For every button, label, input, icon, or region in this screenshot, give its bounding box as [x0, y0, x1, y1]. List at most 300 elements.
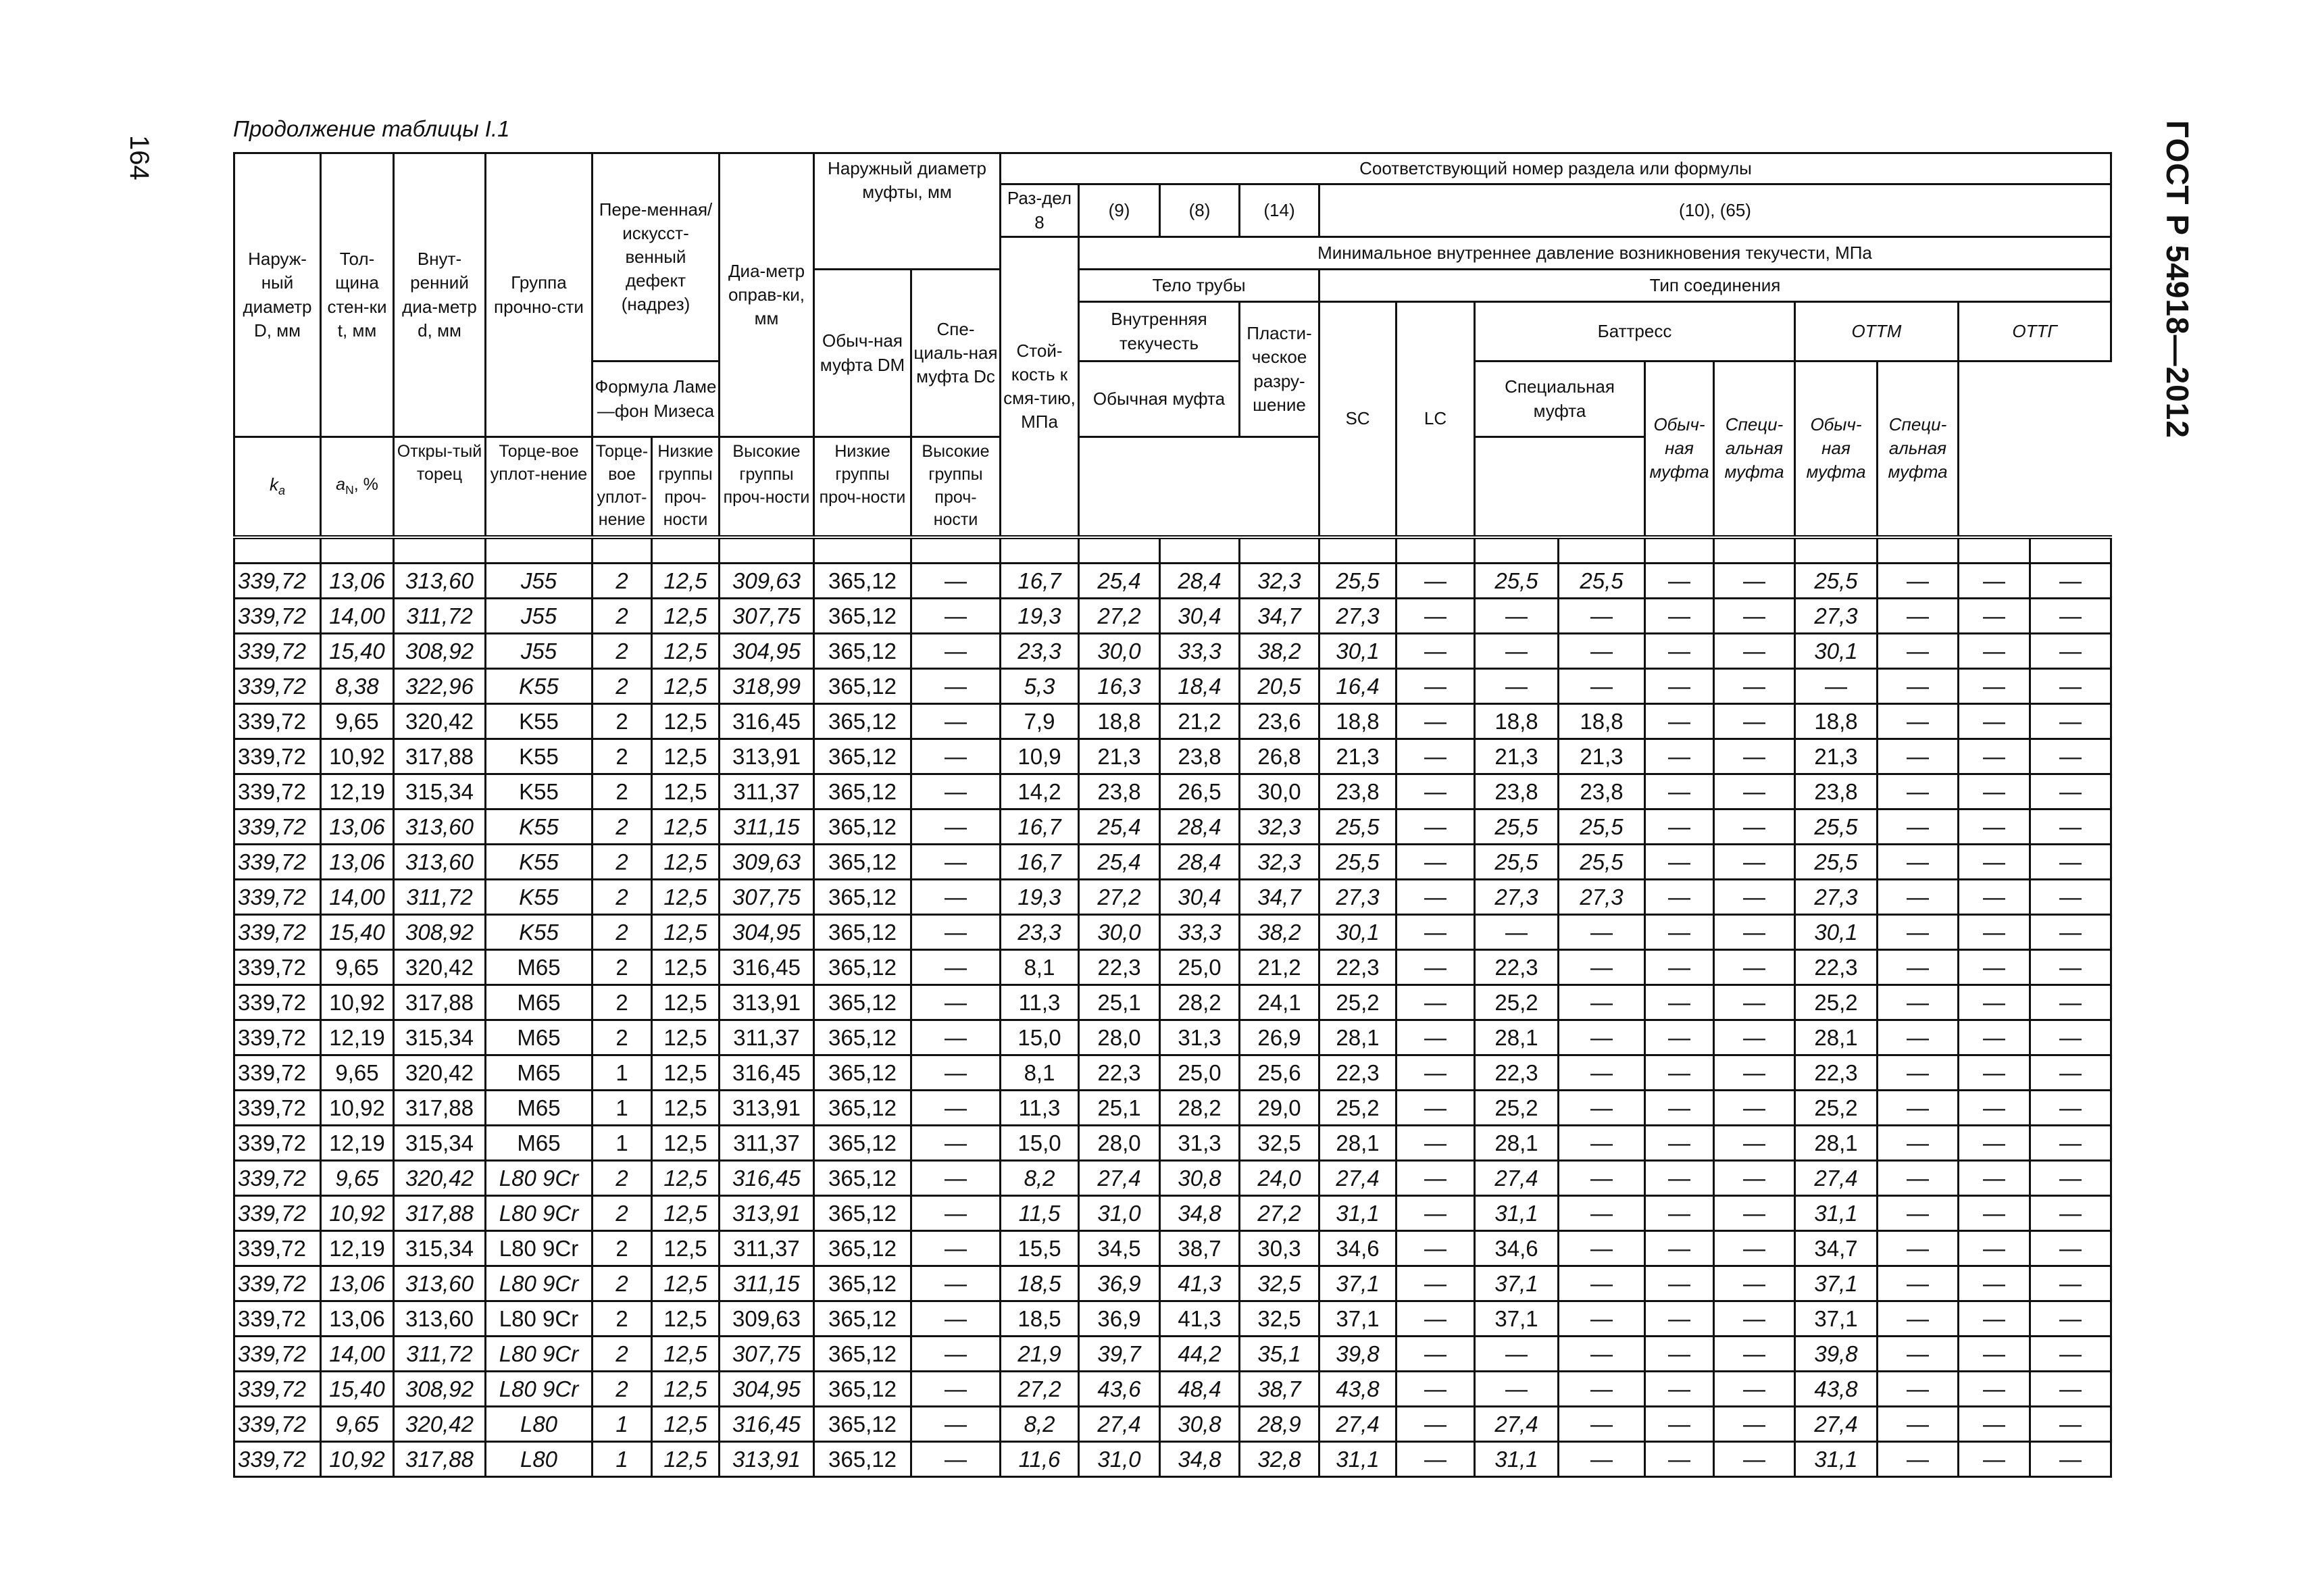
- table-cell: 365,12: [814, 914, 911, 949]
- table-cell: 339,72: [234, 949, 321, 984]
- table-cell: 307,75: [720, 598, 814, 633]
- table-cell: 34,5: [1079, 1230, 1160, 1266]
- table-cell: —: [2030, 1090, 2111, 1125]
- table-cell: 25,5: [1559, 809, 1645, 844]
- table-cell: 27,3: [1795, 598, 1878, 633]
- table-cell: —: [911, 739, 1001, 774]
- table-cell: 317,88: [394, 1090, 486, 1125]
- table-cell: —: [1645, 844, 1714, 879]
- table-cell: 25,6: [1240, 1055, 1319, 1090]
- table-cell: —: [1397, 809, 1475, 844]
- table-row: [234, 1371, 2111, 1406]
- table-cell: 12,5: [652, 1441, 720, 1476]
- table-cell: 25,4: [1079, 809, 1160, 844]
- table-cell: —: [911, 914, 1001, 949]
- table-cell: 30,0: [1079, 633, 1160, 668]
- hdr-defect: Пере-менная/ искусст-венный дефект (надрез): [593, 153, 720, 361]
- spec-table: [233, 152, 2112, 1478]
- table-cell: 12,5: [652, 809, 720, 844]
- table-cell: 21,2: [1240, 949, 1319, 984]
- hdr-sc: SC: [1319, 302, 1397, 537]
- table-cell: 28,1: [1475, 1125, 1559, 1160]
- table-cell: 339,72: [234, 1371, 321, 1406]
- table-cell: 25,1: [1079, 1090, 1160, 1125]
- table-cell: —: [1475, 1371, 1559, 1406]
- table-cell: 12,5: [652, 668, 720, 703]
- table-cell: —: [2030, 1301, 2111, 1336]
- table-cell: 315,34: [394, 774, 486, 809]
- table-cell: —: [911, 1301, 1001, 1336]
- table-cell: 11,3: [1001, 1090, 1079, 1125]
- table-cell: 313,91: [720, 1441, 814, 1476]
- table-cell: —: [2030, 1195, 2111, 1230]
- table-cell: 12,5: [652, 984, 720, 1020]
- table-cell: 18,5: [1001, 1301, 1079, 1336]
- table-cell: 27,4: [1475, 1406, 1559, 1441]
- table-cell: 23,8: [1079, 774, 1160, 809]
- table-cell: 38,2: [1240, 914, 1319, 949]
- table-cell: 307,75: [720, 879, 814, 914]
- table-cell: 10,92: [321, 1195, 394, 1230]
- table-cell: —: [1714, 668, 1795, 703]
- table-cell: 48,4: [1160, 1371, 1240, 1406]
- table-cell: 10,92: [321, 1441, 394, 1476]
- table-cell: 304,95: [720, 1371, 814, 1406]
- table-cell: 30,3: [1240, 1230, 1319, 1266]
- table-cell: 23,8: [1795, 774, 1878, 809]
- table-cell: —: [911, 984, 1001, 1020]
- table-row: [234, 879, 2111, 914]
- table-cell: 34,8: [1160, 1441, 1240, 1476]
- table-cell: 2: [593, 668, 652, 703]
- table-cell: 1: [593, 1125, 652, 1160]
- table-cell: 12,5: [652, 1020, 720, 1055]
- table-cell: 1: [593, 1406, 652, 1441]
- table-cell: —: [1714, 914, 1795, 949]
- table-cell: —: [911, 563, 1001, 598]
- table-cell: 2: [593, 703, 652, 739]
- table-cell: 15,5: [1001, 1230, 1079, 1266]
- table-cell: 18,4: [1160, 668, 1240, 703]
- table-cell: 316,45: [720, 1160, 814, 1195]
- table-cell: 365,12: [814, 1230, 911, 1266]
- table-cell: —: [1645, 1230, 1714, 1266]
- hdr-ottg-special: Специ-альная муфта: [1878, 361, 1959, 537]
- table-cell: 309,63: [720, 563, 814, 598]
- table-cell: 13,06: [321, 1301, 394, 1336]
- table-cell: —: [1714, 598, 1795, 633]
- hdr-end-seal-14: Торце-вое уплот-нение: [593, 437, 652, 537]
- table-cell: —: [1714, 1020, 1795, 1055]
- hdr-plastic-failure: Пласти-ческое разру-шение: [1240, 302, 1319, 437]
- table-cell: 12,5: [652, 914, 720, 949]
- table-cell: 2: [593, 1195, 652, 1230]
- table-cell: 1: [593, 1441, 652, 1476]
- table-cell: —: [1397, 879, 1475, 914]
- table-cell: —: [1397, 1371, 1475, 1406]
- table-cell: 313,91: [720, 984, 814, 1020]
- table-cell: 30,8: [1160, 1160, 1240, 1195]
- table-cell: —: [1559, 984, 1645, 1020]
- table-cell: 365,12: [814, 809, 911, 844]
- table-cell: M65: [486, 1090, 593, 1125]
- document-code: ГОСТ Р 54918—2012: [2160, 120, 2195, 439]
- table-cell: —: [1795, 668, 1878, 703]
- table-row: [234, 1266, 2111, 1301]
- table-cell: M65: [486, 1020, 593, 1055]
- table-cell: 34,7: [1240, 879, 1319, 914]
- table-cell: —: [1878, 1160, 1959, 1195]
- table-cell: 8,1: [1001, 1055, 1079, 1090]
- table-cell: 12,5: [652, 1336, 720, 1371]
- table-cell: 2: [593, 914, 652, 949]
- table-cell: 339,72: [234, 1055, 321, 1090]
- table-cell: —: [1397, 914, 1475, 949]
- table-cell: 339,72: [234, 1020, 321, 1055]
- table-cell: 30,0: [1240, 774, 1319, 809]
- table-cell: 365,12: [814, 949, 911, 984]
- table-cell: —: [1959, 809, 2030, 844]
- table-cell: —: [1645, 1055, 1714, 1090]
- table-cell: —: [1959, 949, 2030, 984]
- table-cell: 20,5: [1240, 668, 1319, 703]
- table-row: [234, 633, 2111, 668]
- table-cell: 339,72: [234, 844, 321, 879]
- table-cell: —: [1959, 1441, 2030, 1476]
- table-cell: —: [1878, 984, 1959, 1020]
- table-cell: K55: [486, 879, 593, 914]
- table-cell: 34,6: [1319, 1230, 1397, 1266]
- table-cell: 13,06: [321, 563, 394, 598]
- table-cell: —: [911, 1125, 1001, 1160]
- table-cell: 26,9: [1240, 1020, 1319, 1055]
- table-cell: 25,5: [1475, 809, 1559, 844]
- table-cell: L80 9Cr: [486, 1230, 593, 1266]
- table-cell: 365,12: [814, 1195, 911, 1230]
- table-cell: 28,1: [1475, 1020, 1559, 1055]
- table-cell: —: [1645, 1266, 1714, 1301]
- table-cell: —: [911, 633, 1001, 668]
- table-cell: 313,91: [720, 1195, 814, 1230]
- table-cell: 339,72: [234, 1266, 321, 1301]
- table-cell: 2: [593, 598, 652, 633]
- table-cell: 11,5: [1001, 1195, 1079, 1230]
- hdr-ottg: ОТТГ: [1959, 302, 2111, 361]
- table-cell: 8,2: [1001, 1160, 1079, 1195]
- table-cell: —: [1645, 739, 1714, 774]
- table-cell: L80 9Cr: [486, 1160, 593, 1195]
- table-cell: 25,5: [1559, 563, 1645, 598]
- table-cell: 9,65: [321, 949, 394, 984]
- table-cell: 12,5: [652, 739, 720, 774]
- table-cell: —: [1559, 1336, 1645, 1371]
- table-cell: 339,72: [234, 1406, 321, 1441]
- table-cell: 15,0: [1001, 1020, 1079, 1055]
- table-cell: 22,3: [1319, 1055, 1397, 1090]
- table-cell: 18,8: [1559, 703, 1645, 739]
- table-cell: 25,1: [1079, 984, 1160, 1020]
- table-cell: 25,5: [1319, 844, 1397, 879]
- table-cell: 12,5: [652, 1266, 720, 1301]
- table-cell: 30,1: [1795, 914, 1878, 949]
- table-cell: 18,8: [1079, 703, 1160, 739]
- table-cell: 22,3: [1475, 1055, 1559, 1090]
- table-cell: —: [2030, 598, 2111, 633]
- table-cell: 30,0: [1079, 914, 1160, 949]
- table-cell: 339,72: [234, 598, 321, 633]
- table-cell: —: [2030, 949, 2111, 984]
- table-cell: 316,45: [720, 703, 814, 739]
- table-cell: —: [1559, 633, 1645, 668]
- table-cell: 339,72: [234, 1336, 321, 1371]
- table-cell: —: [2030, 739, 2111, 774]
- table-cell: —: [911, 1406, 1001, 1441]
- table-cell: 13,06: [321, 844, 394, 879]
- hdr-lc: LC: [1397, 302, 1475, 537]
- table-cell: 28,4: [1160, 563, 1240, 598]
- table-row: [234, 1090, 2111, 1125]
- table-cell: 14,00: [321, 1336, 394, 1371]
- table-cell: 365,12: [814, 1160, 911, 1195]
- table-cell: 27,2: [1079, 598, 1160, 633]
- table-cell: L80: [486, 1406, 593, 1441]
- table-cell: 12,5: [652, 949, 720, 984]
- table-body: [234, 563, 2111, 1476]
- table-cell: 30,4: [1160, 879, 1240, 914]
- table-cell: 12,5: [652, 1090, 720, 1125]
- table-cell: M65: [486, 1055, 593, 1090]
- table-row: [234, 1336, 2111, 1371]
- table-cell: 27,2: [1079, 879, 1160, 914]
- table-cell: —: [1397, 844, 1475, 879]
- hdr-ref10-65: (10), (65): [1319, 184, 2111, 237]
- table-row: [234, 1195, 2111, 1230]
- table-cell: 25,4: [1079, 563, 1160, 598]
- table-cell: —: [1714, 1160, 1795, 1195]
- table-cell: 30,1: [1319, 633, 1397, 668]
- table-cell: K55: [486, 809, 593, 844]
- table-cell: 322,96: [394, 668, 486, 703]
- table-cell: 18,5: [1001, 1266, 1079, 1301]
- table-cell: 365,12: [814, 879, 911, 914]
- table-row: [234, 1125, 2111, 1160]
- page-number: 164: [124, 135, 154, 180]
- table-cell: 339,72: [234, 1125, 321, 1160]
- table-cell: —: [911, 1441, 1001, 1476]
- table-cell: —: [911, 809, 1001, 844]
- table-cell: 28,0: [1079, 1125, 1160, 1160]
- table-cell: 309,63: [720, 844, 814, 879]
- table-cell: 25,5: [1795, 809, 1878, 844]
- table-cell: L80 9Cr: [486, 1371, 593, 1406]
- table-cell: 339,72: [234, 914, 321, 949]
- table-cell: 365,12: [814, 633, 911, 668]
- table-cell: 19,3: [1001, 879, 1079, 914]
- table-cell: —: [911, 1230, 1001, 1266]
- table-cell: —: [1397, 1441, 1475, 1476]
- hdr-an: $a_N$, %: [321, 437, 394, 537]
- table-cell: —: [1645, 809, 1714, 844]
- table-cell: 12,5: [652, 1195, 720, 1230]
- table-cell: —: [1397, 1195, 1475, 1230]
- table-cell: 339,72: [234, 633, 321, 668]
- hdr-buttress: Баттресс: [1475, 302, 1795, 361]
- table-cell: —: [911, 1055, 1001, 1090]
- table-cell: 16,4: [1319, 668, 1397, 703]
- table-cell: 37,1: [1795, 1301, 1878, 1336]
- table-cell: 41,3: [1160, 1266, 1240, 1301]
- hdr-ottm-special: Специ-альная муфта: [1714, 361, 1795, 537]
- table-cell: 12,5: [652, 1230, 720, 1266]
- table-cell: —: [2030, 1020, 2111, 1055]
- table-cell: 365,12: [814, 598, 911, 633]
- table-cell: —: [1878, 1406, 1959, 1441]
- table-cell: 317,88: [394, 984, 486, 1020]
- table-cell: 25,5: [1475, 844, 1559, 879]
- table-cell: 10,92: [321, 984, 394, 1020]
- table-cell: —: [1878, 668, 1959, 703]
- table-cell: 27,3: [1559, 879, 1645, 914]
- table-cell: —: [1645, 633, 1714, 668]
- table-cell: —: [1397, 739, 1475, 774]
- table-cell: —: [1645, 1125, 1714, 1160]
- table-cell: 27,4: [1795, 1160, 1878, 1195]
- table-cell: 315,34: [394, 1020, 486, 1055]
- table-cell: 39,8: [1319, 1336, 1397, 1371]
- hdr-ottm-regular: Обыч-ная муфта: [1645, 361, 1714, 537]
- table-row: [234, 563, 2111, 598]
- table-cell: 37,1: [1475, 1266, 1559, 1301]
- table-cell: 12,5: [652, 1406, 720, 1441]
- table-cell: 12,5: [652, 633, 720, 668]
- table-cell: 9,65: [321, 703, 394, 739]
- table-cell: —: [2030, 984, 2111, 1020]
- table-cell: 34,6: [1475, 1230, 1559, 1266]
- table-cell: L80 9Cr: [486, 1301, 593, 1336]
- table-cell: 41,3: [1160, 1301, 1240, 1336]
- table-cell: —: [1397, 1160, 1475, 1195]
- table-cell: —: [1959, 1266, 2030, 1301]
- table-cell: 21,3: [1475, 739, 1559, 774]
- table-cell: 27,4: [1079, 1160, 1160, 1195]
- table-cell: 33,3: [1160, 633, 1240, 668]
- table-cell: —: [1645, 949, 1714, 984]
- table-cell: L80: [486, 1441, 593, 1476]
- table-cell: —: [1959, 774, 2030, 809]
- table-cell: 25,2: [1475, 984, 1559, 1020]
- table-cell: 27,2: [1240, 1195, 1319, 1230]
- table-cell: —: [1714, 1406, 1795, 1441]
- table-cell: 28,1: [1795, 1125, 1878, 1160]
- table-cell: 34,7: [1240, 598, 1319, 633]
- table-cell: —: [1714, 563, 1795, 598]
- table-cell: —: [1475, 598, 1559, 633]
- table-cell: 15,40: [321, 633, 394, 668]
- table-cell: 12,19: [321, 774, 394, 809]
- table-cell: 11,6: [1001, 1441, 1079, 1476]
- table-cell: 308,92: [394, 1371, 486, 1406]
- table-cell: —: [1397, 1090, 1475, 1125]
- table-cell: 339,72: [234, 1195, 321, 1230]
- table-cell: 32,3: [1240, 844, 1319, 879]
- table-cell: —: [1397, 668, 1475, 703]
- table-cell: 2: [593, 1230, 652, 1266]
- table-cell: —: [911, 703, 1001, 739]
- table-cell: 365,12: [814, 1441, 911, 1476]
- table-cell: 23,6: [1240, 703, 1319, 739]
- table-cell: 2: [593, 1266, 652, 1301]
- table-cell: —: [1397, 633, 1475, 668]
- table-row: [234, 1160, 2111, 1195]
- table-cell: —: [1959, 1020, 2030, 1055]
- table-cell: 365,12: [814, 739, 911, 774]
- table-cell: 315,34: [394, 1230, 486, 1266]
- table-cell: —: [2030, 1230, 2111, 1266]
- table-cell: 365,12: [814, 1301, 911, 1336]
- table-cell: M65: [486, 984, 593, 1020]
- table-cell: 12,19: [321, 1125, 394, 1160]
- table-cell: 32,5: [1240, 1301, 1319, 1336]
- table-cell: —: [1959, 879, 2030, 914]
- table-cell: 365,12: [814, 1266, 911, 1301]
- table-cell: —: [911, 598, 1001, 633]
- table-cell: 26,8: [1240, 739, 1319, 774]
- table-cell: 35,1: [1240, 1336, 1319, 1371]
- table-cell: 21,2: [1160, 703, 1240, 739]
- table-cell: 315,34: [394, 1125, 486, 1160]
- table-cell: 37,1: [1475, 1301, 1559, 1336]
- table-cell: 31,1: [1475, 1195, 1559, 1230]
- table-cell: 365,12: [814, 563, 911, 598]
- table-cell: —: [1475, 914, 1559, 949]
- table-cell: —: [1714, 1090, 1795, 1125]
- table-cell: 2: [593, 1160, 652, 1195]
- hdr-low-strength-2: Низкие группы проч-ности: [814, 437, 911, 537]
- table-cell: —: [2030, 1336, 2111, 1371]
- table-cell: 8,2: [1001, 1406, 1079, 1441]
- table-cell: 18,8: [1319, 703, 1397, 739]
- table-cell: —: [1397, 563, 1475, 598]
- table-cell: —: [1714, 739, 1795, 774]
- table-cell: K55: [486, 844, 593, 879]
- hdr-ref8: (8): [1160, 184, 1240, 237]
- table-cell: 365,12: [814, 1020, 911, 1055]
- table-row: [234, 844, 2111, 879]
- table-cell: 12,19: [321, 1020, 394, 1055]
- table-cell: 10,9: [1001, 739, 1079, 774]
- table-cell: 43,6: [1079, 1371, 1160, 1406]
- table-cell: —: [2030, 774, 2111, 809]
- table-cell: 320,42: [394, 1406, 486, 1441]
- table-cell: —: [1559, 1441, 1645, 1476]
- table-cell: 21,3: [1559, 739, 1645, 774]
- table-row: [234, 739, 2111, 774]
- table-cell: 311,37: [720, 1125, 814, 1160]
- table-cell: 2: [593, 563, 652, 598]
- table-cell: —: [1645, 879, 1714, 914]
- table-cell: 12,5: [652, 1055, 720, 1090]
- table-cell: —: [1959, 1090, 2030, 1125]
- table-cell: 2: [593, 949, 652, 984]
- table-cell: 25,5: [1475, 563, 1559, 598]
- table-cell: —: [1397, 774, 1475, 809]
- table-cell: —: [911, 1371, 1001, 1406]
- table-cell: 38,2: [1240, 633, 1319, 668]
- hdr-ottm: ОТТМ: [1795, 302, 1959, 361]
- table-cell: —: [1878, 739, 1959, 774]
- table-cell: —: [2030, 563, 2111, 598]
- table-cell: 27,3: [1795, 879, 1878, 914]
